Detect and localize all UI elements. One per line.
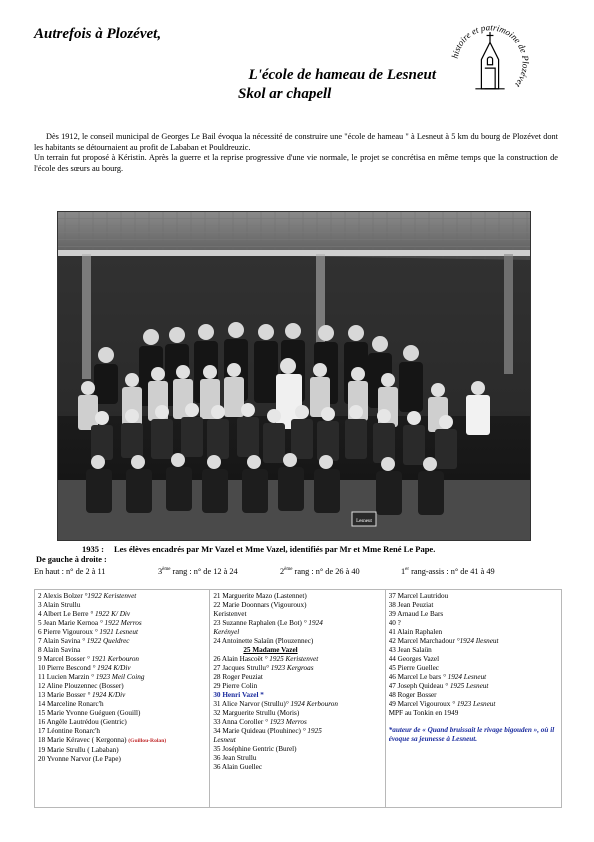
list-item: 33 Anna Coroller ° 1923 Merros	[213, 718, 307, 726]
list-item: 32 Marguerite Strullu (Moris)	[213, 709, 300, 717]
names-column-1	[35, 590, 210, 807]
photo-sign: Lesneut	[356, 519, 372, 524]
list-item: 12 Aline Plouzennec (Bosser)	[38, 682, 124, 690]
list-item: 48 Roger Bosser	[388, 691, 437, 699]
list-item: 15 Marie Yvonne Guéguen (Gouill)	[38, 709, 141, 717]
list-item: 36 Alain Guellec	[213, 763, 263, 771]
rank-third: 3ème rang : n° de 12 à 24	[158, 567, 238, 576]
list-item: 11 Lucien Marzin ° 1923 Meil Coing	[38, 673, 145, 681]
list-item: 24 Antoinette Salaün (Plouzennec)	[213, 637, 314, 645]
heading-ecole: L'école de hameau de Lesneut	[248, 67, 436, 83]
author-note: *auteur de « Quand bruissait le rivage bigouden », où il évoque sa jeunesse à Lesneut.	[388, 726, 555, 744]
logo-text: histoire et patrimoine de Plozévet	[449, 22, 531, 90]
list-item: 21 Marguerite Mazo (Lastennet)	[213, 592, 307, 600]
list-item: 4 Albert Le Berre ° 1922 K/ Div	[38, 610, 131, 618]
list-item: 9 Marcel Bosser ° 1921 Kerbouron	[38, 655, 140, 663]
list-item: 10 Pierre Bescond ° 1924 K/Div	[38, 664, 131, 672]
list-item: Keristenvet	[213, 610, 247, 618]
list-item: 35 Joséphine Gentric (Burel)	[213, 745, 297, 753]
list-item: 25 Madame Vazel	[243, 646, 298, 654]
names-table	[34, 589, 562, 808]
rank-second: 2ème rang : n° de 26 à 40	[280, 567, 360, 576]
list-item: 14 Marceline Ronarc'h	[38, 700, 104, 708]
list-item: 30 Henri Vazel *	[213, 691, 264, 699]
intro-text	[34, 132, 558, 174]
list-item: 28 Roger Peuziat	[213, 673, 263, 681]
names-column-2	[210, 590, 385, 807]
list-item: 31 Alice Narvor (Strullu)° 1924 Kerbouron	[213, 700, 338, 708]
caption-text: Les élèves encadrés par Mr Vazel et Mme Vazel, identifiés par Mr et Mme René Le Pape.	[113, 544, 436, 554]
list-item: 26 Alain Hascoët ° 1925 Keristenvet	[213, 655, 319, 663]
class-photo	[57, 211, 531, 541]
list-item: 2 Alexis Bolzer °1922 Keristenvet	[38, 592, 137, 600]
logo-seal-icon	[447, 20, 533, 106]
photo-caption	[82, 544, 435, 554]
rank-top: En haut : n° de 2 à 11	[34, 567, 106, 576]
rank-first: 1er rang-assis : n° de 41 à 49	[401, 567, 495, 576]
list-item: 3 Alain Strullu	[38, 601, 81, 609]
list-item: 20 Yvonne Narvor (Le Pape)	[38, 755, 121, 763]
list-item: Kerényel	[213, 628, 240, 636]
list-item: 22 Marie Doonnars (Vigouroux)	[213, 601, 307, 609]
list-item: 47 Joseph Quideau ° 1925 Lesneut	[388, 682, 489, 690]
list-item: 49 Marcel Vigouroux ° 1923 Lesneut	[388, 700, 496, 708]
heading-autrefois: Autrefois à Plozévet,	[34, 26, 162, 42]
list-item: 27 Jacques Strullu° 1923 Kergroas	[213, 664, 314, 672]
heading-skol: Skol ar chapell	[238, 86, 332, 102]
list-item: 40 ?	[388, 619, 401, 627]
list-item: 36 Jean Strullu	[213, 754, 257, 762]
intro-paragraph-1: Dès 1912, le conseil municipal de Georges Le Bail évoqua la nécessité de construire une "école de hameau " à Lesneut à 5 km du bourg de Plozévet dont les habitants se détournaient au profit de Lababan et Pouldreuzic.	[34, 132, 558, 152]
list-item: 45 Pierre Guellec	[388, 664, 439, 672]
list-item: 39 Arnaud Le Bars	[388, 610, 444, 618]
list-item: 13 Marie Bosser ° 1924 K/Div	[38, 691, 126, 699]
list-item: 5 Jean Marie Kernoa ° 1922 Merros	[38, 619, 142, 627]
class-photo-illustration	[58, 212, 531, 541]
list-item: 6 Pierre Vigouroux ° 1921 Lesneut	[38, 628, 138, 636]
intro-paragraph-2: Un terrain fut proposé à Kéristin. Après la guerre et la reprise progressive d'une vie normale, le projet se concrétisa en même temps que la construction de l'école des sœurs au bourg.	[34, 153, 558, 173]
list-item: MPF au Tonkin en 1949	[388, 709, 459, 717]
list-item: 7 Alain Savina ° 1922 Queldrec	[38, 637, 130, 645]
list-item: 44 Georges Vazel	[388, 655, 440, 663]
list-item: 23 Suzanne Raphalen (Le Bot) ° 1924	[213, 619, 323, 627]
list-item: 16 Angèle Lautrédou (Gentric)	[38, 718, 127, 726]
list-item: 42 Marcel Marchadour °1924 Ilesneut	[388, 637, 499, 645]
list-item: 43 Jean Salaün	[388, 646, 432, 654]
list-item: 19 Marie Strullu ( Lababan)	[38, 746, 119, 754]
list-item: 18 Marie Kéravec ( Kergonna) (Guillou-Rolan)	[38, 736, 167, 744]
list-item: 41 Alain Raphalen	[388, 628, 443, 636]
list-item: 29 Pierre Colin	[213, 682, 258, 690]
list-item: 37 Marcel Lautridou	[388, 592, 449, 600]
names-column-3	[386, 590, 561, 807]
caption-direction: De gauche à droite :	[36, 555, 107, 564]
list-item: 38 Jean Peuziat	[388, 601, 434, 609]
list-item: Lesneut	[213, 736, 236, 744]
list-item: 34 Marie Quideau (Plouhinec) ° 1925	[213, 727, 322, 735]
caption-year: 1935 :	[82, 544, 104, 554]
list-item: 46 Marcel Le bars ° 1924 Lesneut	[388, 673, 487, 681]
list-item: 17 Léontine Ronarc'h	[38, 727, 100, 735]
list-item: 8 Alain Savina	[38, 646, 81, 654]
